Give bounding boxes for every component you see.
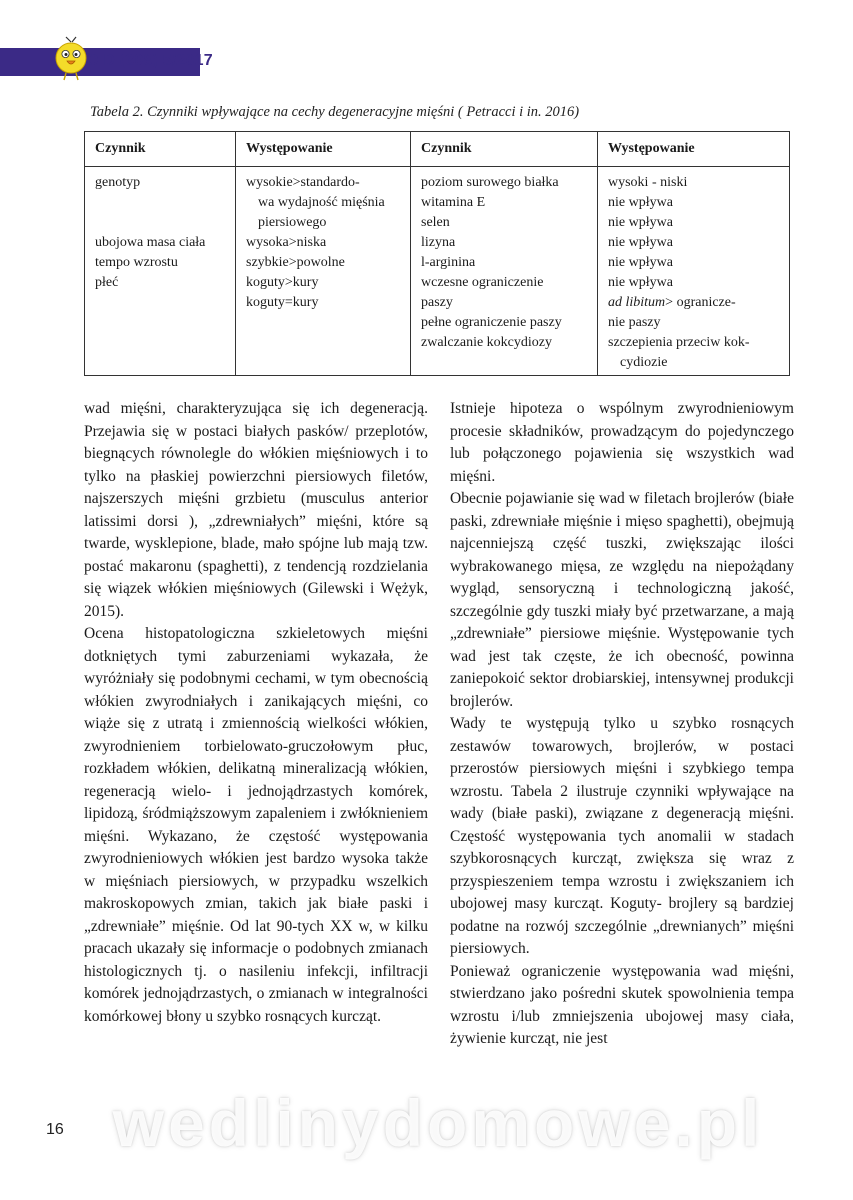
cell-line: szybkie>powolne [246, 255, 345, 270]
body-paragraph: wad mięśni, charakteryzująca się ich degeneracją. Przejawia się w postaci białych pasków/ przeplotów, biegnących równolegle do włókien mięśniowych i to tylko na płaskiej powierzchni piersiowych filetów, najszerszych mięśni grzbietu (musculus anterior latissimi dorsi ), „zdrewniałych” mięśni, które są twarde, wysklepione, blade, mało spójne lub mają tzw. postać makaronu (spaghetti), z tendencją rozdzielania się wiązek włókien mięśniowych (Gilewski i Wężyk, 2015). [84, 400, 428, 620]
occurrence-cell-2 [598, 167, 790, 376]
table-row [85, 167, 790, 376]
occurrence-cell-1 [236, 167, 411, 376]
factors-table [84, 131, 790, 376]
cell-line: nie wpływa [608, 235, 673, 250]
cell-line: witamina E [421, 195, 486, 210]
cell-line: nie wpływa [608, 215, 673, 230]
cell-line: nie wpływa [608, 195, 673, 210]
body-paragraph: Wady te występują tylko u szybko rosnących zestawów towarowych, brojlerów, w postaci przerostów piersiowych mięśni i szybkiego tempa wzrostu. Tabela 2 ilustruje czynniki wpływające na wady (białe paski), związane z degeneracją mięśni. Częstość występowania tych anomalii w stadach szybkorosnących kurcząt, zwiększa się wraz z przyspieszeniem tempa wzrostu i zwiększaniem ich ubojowej masy kurcząt. Koguty- brojlery są bardziej podatne na rozwój szczególnie „drewnianych” mięśni piersiowych. [450, 715, 794, 957]
cell-line: tempo wzrostu [95, 255, 178, 270]
body-paragraph: Ocena histopatologiczna szkieletowych mięśni dotkniętych tymi zaburzeniami wykazała, że wyróżniały się podobnymi cechami, w tym obecnością włókien zwyrodniałych i zanikających mięśni, co wiąże się z utratą i zmiennością wielkości włókien, zwyrodnieniem torbielowato-gruczołowym płuc, rozkładem włókien, delikatną mineralizacją włókien, regeneracją wielo- i jednojądrzastych komórek, lipidozą, śródmiąższowym zapaleniem i zwłóknieniem mięśni. Wykazano, że częstość występowania zwyrodnieniowych włókien jest bardzo wysoka także w mięśniach piersiowych, w przypadku wszelkich makroskopowych zmian, takich jak białe paski i „zdrewniałe” mięśnie. Od lat 90-tych XX w, w kilku pracach ukazały się informacje o podobnych zmianach histologicznych tj. o nasileniu infekcji, infiltracji komórek jednojądrzastych, o zmianach w integralności komórkowej błony u szybko rosnących kurcząt. [84, 625, 428, 1025]
cell-line: ubojowa masa ciała [95, 235, 206, 250]
cell-line: wysoki - niski [608, 175, 688, 190]
cell-line: genotyp [95, 175, 141, 190]
cell-line: szczepienia przeciw kok- [608, 335, 750, 350]
cell-line: l-arginina [421, 255, 476, 270]
factor-cell-2 [411, 167, 598, 376]
journal-reference: OID (308) 5/2017 [86, 52, 213, 69]
page-number: 16 [46, 1121, 64, 1138]
text-column-right [450, 398, 794, 1051]
factor-cell-1 [85, 167, 236, 376]
cell-line: wysoka>niska [246, 235, 327, 250]
table-header-row [85, 132, 790, 167]
cell-line-rest: > ogranicze- [665, 295, 736, 310]
text-column-left [84, 398, 428, 1028]
ad-libitum-term: ad libitum [608, 295, 666, 310]
cell-line: cydiozie [620, 355, 668, 370]
body-paragraph: Istnieje hipoteza o wspólnym zwyrodnieniowym procesie składników, prowadzącym do pojedynczego lub połączonego pojawienia się wszystkich wad mięśni. [450, 400, 794, 485]
table-caption: Tabela 2. Czynniki wpływające na cechy degeneracyjne mięśni ( Petracci i in. 2016) [90, 104, 580, 120]
cell-line: wysokie>standardo- [246, 175, 360, 190]
cell-line: piersiowego [258, 215, 327, 230]
cell-line: koguty=kury [246, 295, 319, 310]
header-factor-1: Czynnik [85, 132, 236, 167]
cell-line: nie wpływa [608, 275, 673, 290]
cell-line: nie paszy [608, 315, 661, 330]
cell-line: paszy [421, 295, 453, 310]
cell-line: zwalczanie kokcydiozy [421, 335, 552, 350]
cell-line: poziom surowego białka [421, 175, 559, 190]
watermark: wedlinydomowe.pl [112, 1086, 764, 1160]
cell-line [608, 293, 781, 313]
cell-line: wczesne ograniczenie [421, 275, 544, 290]
cell-line: wa wydajność mięśnia [258, 195, 385, 210]
header-occurrence-2: Występowanie [598, 132, 790, 167]
cell-line: płeć [95, 275, 119, 290]
cell-line: nie wpływa [608, 255, 673, 270]
body-paragraph: Obecnie pojawianie się wad w filetach brojlerów (białe paski, zdrewniałe mięśnie i mięso spaghetti), obejmują najcenniejszą część tuszki, zwiększając ilości wybrakowanego mięsa, ze względu na niepożądany wygląd, sensoryczną i technologiczną jakość, szczególnie gdy tuszki miały być przetwarzane, a mają „zdrewniałe” piersiowe mięśnie. Występowanie tych wad jest tak częste, że ich obecność, powinna zaniepokoić sektor drobiarskiej, intensywnej produkcji brojlerów. [450, 490, 794, 710]
header-factor-2: Czynnik [411, 132, 598, 167]
cell-line: selen [421, 215, 450, 230]
body-paragraph: Ponieważ ograniczenie występowania wad mięśni, stwierdzano jako pośredni skutek spowolnienia tempa wzrostu i/lub zmniejszenia ubojowej masy ciała, żywienie kurcząt, nie jest [450, 962, 794, 1047]
header-occurrence-1: Występowanie [236, 132, 411, 167]
cell-line: lizyna [421, 235, 456, 250]
cell-line: pełne ograniczenie paszy [421, 315, 562, 330]
cell-line: koguty>kury [246, 275, 319, 290]
